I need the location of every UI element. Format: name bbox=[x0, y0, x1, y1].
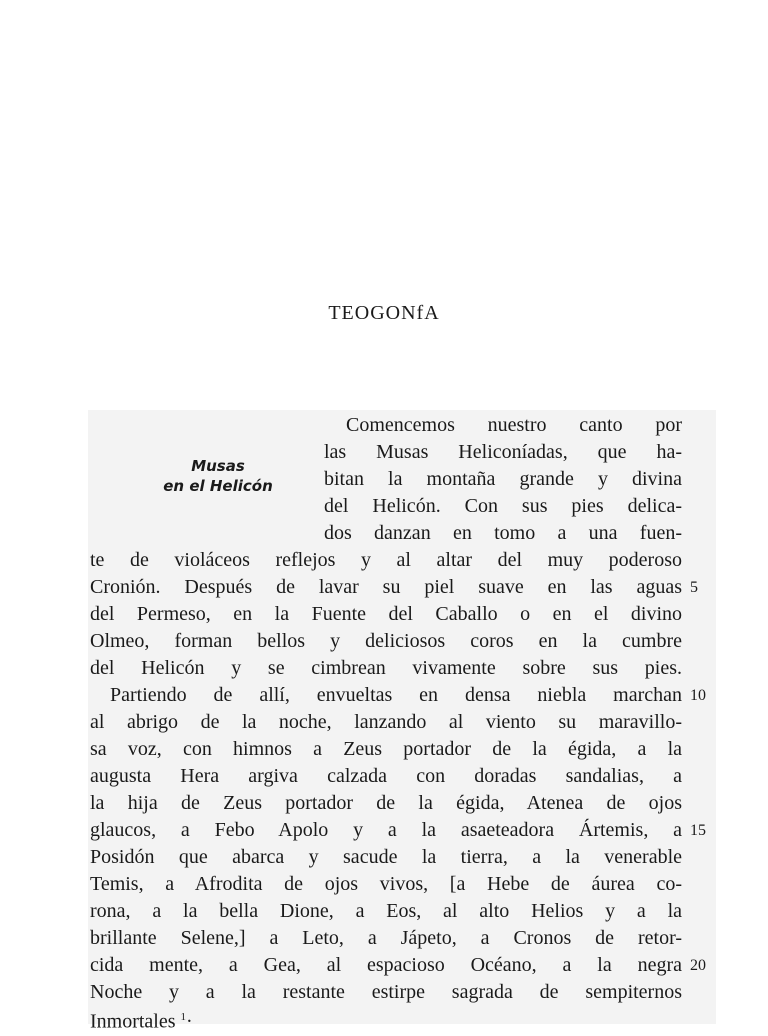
text-line: bitan la montaña grande y divina bbox=[324, 468, 682, 490]
line-number: 20 bbox=[690, 957, 706, 974]
text-line: del Permeso, en la Fuente del Caballo o en el divino bbox=[90, 603, 682, 625]
text-line: sa voz, con himnos a Zeus portador de la égida, a la bbox=[90, 738, 682, 760]
text-line: del Helicón. Con sus pies delica- bbox=[324, 495, 682, 517]
footnote-dot: · bbox=[186, 1010, 193, 1033]
text-line: te de violáceos reflejos y al altar del muy poderoso bbox=[90, 549, 682, 571]
line-number: 10 bbox=[690, 687, 706, 704]
text-line: la hija de Zeus portador de la égida, Atenea de ojos bbox=[90, 792, 682, 814]
line-number: 15 bbox=[690, 822, 706, 839]
text-line: al abrigo de la noche, lanzando al viento su maravillo- bbox=[90, 711, 682, 733]
text-line: Temis, a Afrodita de ojos vivos, [a Hebe de áurea co- bbox=[90, 873, 682, 895]
text-line: rona, a la bella Dione, a Eos, al alto Helios y a la bbox=[90, 900, 682, 922]
margin-note-line-2: en el Helicón bbox=[163, 477, 273, 495]
footnote-marker: 1 bbox=[180, 1011, 187, 1023]
text-line: Noche y a la restante estirpe sagrada de sempiternos bbox=[90, 981, 682, 1003]
text-line: las Musas Heliconíadas, que ha- bbox=[324, 441, 682, 463]
text-line: del Helicón y se cimbrean vivamente sobre sus pies. bbox=[90, 657, 682, 679]
text-line: dos danzan en tomo a una fuen- bbox=[324, 522, 682, 544]
margin-note bbox=[150, 456, 286, 496]
text-line: Olmeo, forman bellos y deliciosos coros en la cumbre bbox=[90, 630, 682, 652]
chapter-title: TEOGONfA bbox=[328, 302, 440, 324]
margin-note-line-1: Musas bbox=[191, 457, 245, 475]
text-line-content: Inmortales bbox=[90, 1010, 176, 1033]
line-number: 5 bbox=[690, 579, 698, 596]
text-line: Comencemos nuestro canto por bbox=[346, 414, 682, 436]
text-line: Posidón que abarca y sacude la tierra, a la venerable bbox=[90, 846, 682, 868]
text-line: Cronión. Después de lavar su piel suave en las aguas bbox=[90, 576, 682, 598]
text-line: cida mente, a Gea, al espacioso Océano, a la negra bbox=[90, 954, 682, 976]
text-line: Partiendo de allí, envueltas en densa niebla marchan bbox=[110, 684, 682, 706]
text-line: glaucos, a Febo Apolo y a la asaeteadora Ártemis, a bbox=[90, 819, 682, 841]
text-line-last bbox=[90, 1004, 682, 1031]
text-line: brillante Selene,] a Leto, a Jápeto, a Cronos de retor- bbox=[90, 927, 682, 949]
text-line: augusta Hera argiva calzada con doradas sandalias, a bbox=[90, 765, 682, 787]
